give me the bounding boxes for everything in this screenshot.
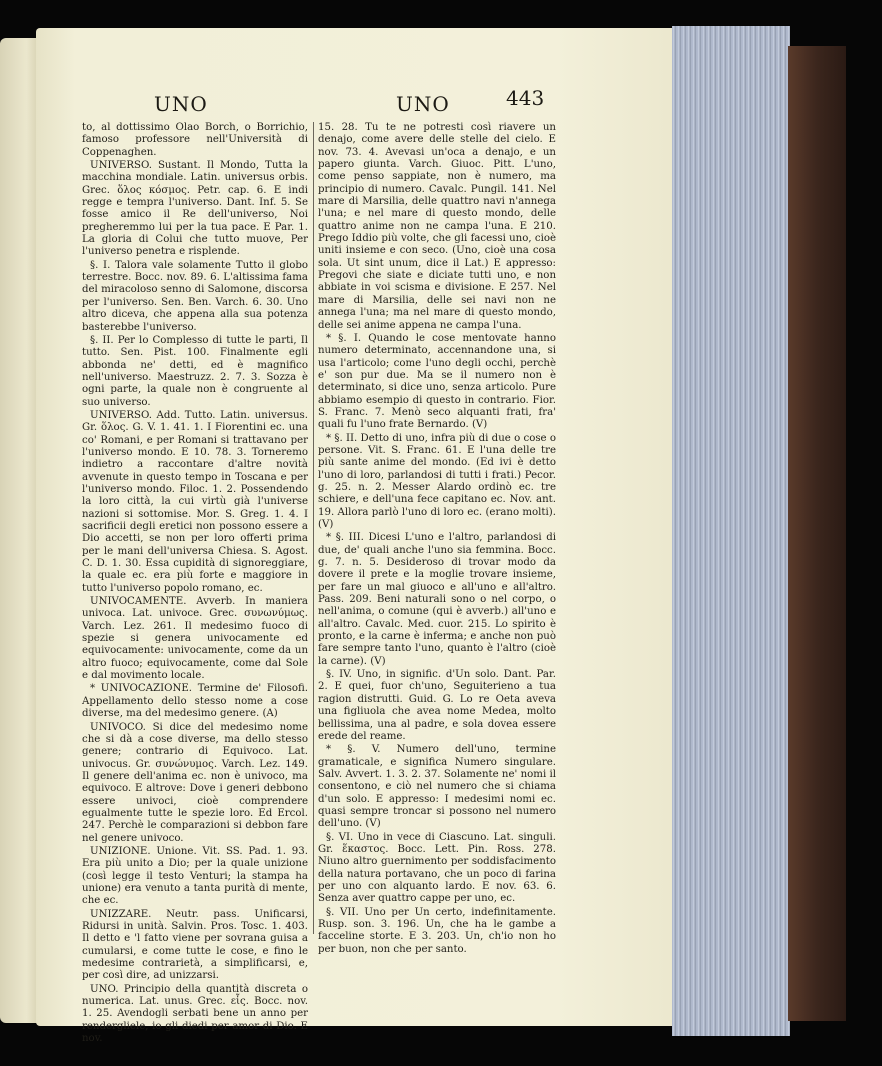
entry: §. I. Talora vale solamente Tutto il globo terrestre. Bocc. nov. 89. 6. L'altissima fama del miracoloso senno di Salomone, discorsa per l'universo. Sen. Ben. Varch. 6. 30. Uno altro diceva, che appena alla sua potenza basterebbe l'universo.: [82, 259, 308, 333]
left-column: [82, 122, 308, 1045]
page-number: 443: [506, 86, 545, 110]
entry: UNIZIONE. Unione. Vit. SS. Pad. 1. 93. Era più unito a Dio; per la quale unizione (così legge il testo Venturi; la stampa ha unione) era venuto a tanta purità di mente, che ec.: [82, 845, 308, 907]
running-head-left: UNO: [154, 92, 208, 116]
entry: 15. 28. Tu te ne potresti così riavere un denajo, come avere delle stelle del cielo. E nov. 73. 4. Avevasi un'oca a denajo, e un papero giunta. Varch. Giuoc. Pitt. L'uno, come penso sappiate, non è numero, ma principio di numero. Cavalc. Pungil. 141. Nel mare di Marsilia, delle quattro navi n'annega l'una; e nel mare di questo mondo, delle quattro anime non ne campa l'una. E 210. Prego Iddio più volte, che gli facessi uno, cioè uniti insieme e con seco. (Uno, cioè una cosa sola. Ut sint unum, dice il Lat.) E appresso: Pregovi che siate e diciate tutti uno, e non abbiate in voi scisma e divisione. E 257. Nel mare di Marsilia, delle sei navi non ne annega l'una; ma nel mare di questo mondo, delle sei anime appena ne campa l'una.: [318, 122, 556, 331]
entry: * §. II. Detto di uno, infra più di due o cose o persone. Vit. S. Franc. 61. E l'una delle tre più sante anime del mondo. (Ed ivi è detto l'uno di loro, parlandosi di tutti i frati.) Pecor. g. 25. n. 2. Messer Alardo ordinò ec. tre schiere, e dell'una fece capitano ec. Nov. ant. 19. Allora parlò l'uno di loro ec. (erano molti). (V): [318, 432, 556, 530]
entry: UNIVOCO. Si dice del medesimo nome che si dà a cose diverse, ma dello stesso genere; contrario di Equivoco. Lat. univocus. Gr. συνώνυμος. Varch. Lez. 149. Il genere dell'anima ec. non è univoco, ma equivoco. E altrove: Dove i generi debbono essere univoci, cioè comprendere egualmente tutte le spezie loro. Ed Ercol. 247. Perchè le comparazioni si debbon fare nel genere univoco.: [82, 721, 308, 844]
entry: to, al dottissimo Olao Borch, o Borrichio, famoso professore nell'Università di Coppenaghen.: [82, 122, 308, 158]
entry: * §. III. Dicesi L'uno e l'altro, parlandosi di due, de' quali anche l'uno sia femmina. Bocc. g. 7. n. 5. Desideroso di trovar modo da dovere il prete e la moglie trovare insieme, per fare un mal giuoco e all'uno e all'altro. Pass. 209. Beni naturali sono o nel corpo, o nell'anima, o comune (qui è avverb.) all'uno e all'altro. Cavalc. Med. cuor. 215. Lo spirito è pronto, e la carne è inferma; e anche non può fare sempre tanto l'uno, quanto è l'altro (cioè la carne). (V): [318, 532, 556, 667]
running-head-right: UNO: [396, 92, 450, 116]
book-cover: [788, 46, 846, 1021]
entry: * UNIVOCAZIONE. Termine de' Filosofi. Appellamento dello stesso nome a cose diverse, ma del medesimo genere. (A): [82, 683, 308, 720]
entry: * §. V. Numero dell'uno, termine gramaticale, e significa Numero singulare. Salv. Avvert. 1. 3. 2. 37. Solamente ne' nomi il consentono, e ciò nel numero che si chiama d'un solo. E appresso: I medesimi nomi ec. quasi sempre troncar si possono nel numero dell'uno. (V): [318, 744, 556, 830]
entry: UNIVERSO. Sustant. Il Mondo, Tutta la macchina mondiale. Latin. universus orbis. Grec. ὅλος κόσμος. Petr. cap. 6. E indi regge e tempra l'universo. Dant. Inf. 5. Se fosse amico il Re dell'universo, Noi pregheremmo lui per la tua pace. E Par. 1. La gloria di Colui che tutto muove, Per l'universo penetra e risplende.: [82, 160, 308, 258]
entry: UNIZZARE. Neutr. pass. Unificarsi, Ridursi in unità. Salvin. Pros. Tosc. 1. 403. Il detto e 'l fatto viene per sovrana guisa a cumularsi, e come tutte le cose, e fino le medesime contrarietà, a simplificarsi, e, per così dire, ad unizzarsi.: [82, 908, 308, 982]
column-rule: [313, 122, 314, 934]
entry: UNO. Principio della quantità discreta o numerica. Lat. unus. Grec. εἷς. Bocc. nov. 1. 25. Avendogli serbati bene un anno per rendergliele, io gli diedi per amor di Dio. E nov.: [82, 983, 308, 1045]
entry: §. VII. Uno per Un certo, indefinitamente. Rusp. son. 3. 196. Un, che ha le gambe a facceline storte. E 3. 203. Un, ch'io non ho per buon, non che per santo.: [318, 906, 556, 955]
entry: * §. I. Quando le cose mentovate hanno numero determinato, accennandone una, si usa l'articolo; come l'uno degli occhi, perchè e' son pur due. Ma se il numero non è determinato, si dice uno, senza articolo. Pure abbiamo esempio di questo in contrario. Fior. S. Franc. 7. Menò seco alquanti frati, fra' quali fu l'uno frate Bernardo. (V): [318, 332, 556, 431]
entry: §. VI. Uno in vece di Ciascuno. Lat. singuli. Gr. ἕκαστος. Bocc. Lett. Pin. Ross. 278. Niuno altro guernimento per soddisfacimento della natura portavano, che un poco di farina per uno con alquanto lardo. E nov. 63. 6. Senza aver quattro cappe per uno, ec.: [318, 831, 556, 905]
entry: UNIVOCAMENTE. Avverb. In maniera univoca. Lat. univoce. Grec. συνωνύμως. Varch. Lez. 261. Il medesimo fuoco di spezie si genera univocamente ed equivocamente: univocamente, come da un altro fuoco; equivocamente, come dal Sole e dal movimento locale.: [82, 596, 308, 682]
right-column: [318, 122, 556, 955]
entry: UNIVERSO. Add. Tutto. Latin. universus. Gr. ὅλος. G. V. 1. 41. 1. I Fiorentini ec. una co' Romani, e per Romani si trattavano per l'universo mondo. E 10. 78. 3. Torneremo indietro a raccontare d'altre novità avvenute in questo tempo in Toscana e per l'universo mondo. Filoc. 1. 2. Possendendo la loro città, la cui virtù già l'universe nazioni si sottomise. Mor. S. Greg. 1. 4. I sacrificii degli eretici non possono essere a Dio accetti, se non per loro offerti prima per le mani dell'universa Chiesa. S. Agost. C. D. 1. 30. Essa cupidità di signoreggiare, la quale ec. era più forte e maggiore in tutto l'universo popolo romano, ec.: [82, 409, 308, 594]
page-block-edge: [672, 26, 790, 1036]
entry: §. II. Per lo Complesso di tutte le parti, Il tutto. Sen. Pist. 100. Finalmente egli abbonda ne' detti, ed è magnifico nell'universo. Maestruzz. 2. 7. 3. Sozza è ogni parte, la quale non è congruente al suo universo.: [82, 334, 308, 408]
entry: §. IV. Uno, in signific. d'Un solo. Dant. Par. 2. E quei, fuor ch'uno, Seguiterieno a tua ragion distrutti. Guid. G. Lo re Oeta aveva una figliuola che avea nome Medea, molto bellissima, una al padre, e sola dovea essere erede del reame.: [318, 669, 556, 742]
